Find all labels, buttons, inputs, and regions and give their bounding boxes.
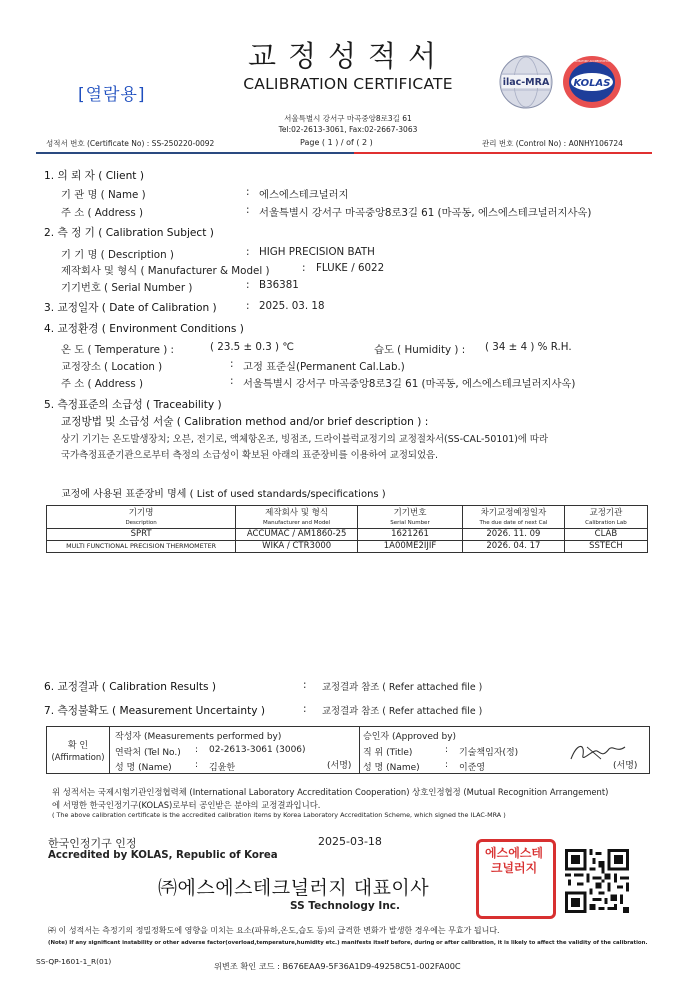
table-cell: CLAB — [564, 529, 647, 541]
section-environment-heading: 4. 교정환경 ( Environment Conditions ) — [44, 323, 244, 335]
approver-title-value: 기술책임자(정) — [459, 748, 519, 758]
header-tel-fax: Tel:02-2613-3061, Fax:02-2667-3063 — [278, 125, 418, 134]
qr-code-icon — [565, 849, 629, 913]
client-address-value: 서울특별시 강서구 마곡중앙8로3길 61 (마곡동, 에스에스테크널러지사옥) — [259, 207, 592, 219]
kolas-logo-icon — [562, 54, 622, 110]
accredited-en: Accredited by KOLAS, Republic of Korea — [48, 850, 278, 861]
traceability-text-line1: 상기 기기는 온도발생장치; 오븐, 전기로, 액체항온조, 빙점조, 드라이블럭교정기의 교정절차서(SS-CAL-50101)에 따라 — [61, 434, 549, 445]
performer-heading: 작성자 (Measurements performed by) — [115, 732, 282, 742]
ilac-mra-logo-icon — [498, 54, 554, 110]
humidity-value: ( 34 ± 4 ) % R.H. — [485, 341, 572, 353]
note-line2: 에 서명한 한국인정기구(KOLAS)로부터 공인받은 분야의 교정결과입니다. — [52, 800, 321, 810]
subject-serial-label: 기기번호 ( Serial Number ) — [61, 282, 193, 294]
kolas-logo-text: KOLAS — [573, 78, 611, 89]
disclaimer-en: (Note) If any significant instability or other adverse factor(overload,temperature,humidity etc.) manifests itself before, during or after calibration, it is likely to affect the validity of the calibration. — [48, 940, 648, 946]
form-number: SS-QP-1601-1_R(01) — [36, 957, 112, 966]
company-name-en: SS Technology Inc. — [290, 900, 401, 912]
note-line3: ( The above calibration certificate is the accredited calibration items by Korea Laboratory Accreditation Scheme, which signed the ILAC-MRA ) — [52, 811, 506, 819]
section-subject-heading: 2. 측 정 기 ( Calibration Subject ) — [44, 227, 214, 239]
performer-name-label: 성 명 (Name) — [115, 763, 172, 773]
note-line1: 위 성적서는 국제시험기관인정협력체 (International Laboratory Accreditation Cooperation) 상호인정협정 (Mutual Recognition Arrangement) — [52, 787, 609, 797]
section-results-heading: 6. 교정결과 ( Calibration Results ) — [44, 681, 217, 693]
forgery-check-code: 위변조 확인 코드 : B676EAA9-5F36A1D9-49258C51-002FA00C — [214, 961, 461, 971]
humidity-label: 습도 ( Humidity ) : — [374, 344, 466, 356]
ilac-logo-text: ilac-MRA — [502, 77, 550, 88]
table-cell: SPRT — [47, 529, 236, 541]
header-address: 서울특별시 강서구 마곡중앙8로3길 61 — [284, 114, 412, 123]
section-date-heading: 3. 교정일자 ( Date of Calibration ) — [44, 302, 217, 314]
col-header: 교정기관 Calibration Lab — [564, 506, 647, 529]
subject-description-value: HIGH PRECISION BATH — [259, 246, 375, 258]
table-cell: 2026. 11. 09 — [462, 529, 564, 541]
disclaimer-ko: ㈜ 이 성적서는 측정기의 정밀정확도에 영향을 미치는 요소(파뮤하,온도,습도 등)의 급격한 변화가 발생한 경우에는 무효가 됩니다. — [48, 926, 500, 935]
subject-description-label: 기 기 명 ( Description ) — [61, 249, 174, 261]
table-cell: 1A00ME2IJIF — [358, 541, 463, 553]
section-client-heading: 1. 의 뢰 자 ( Client ) — [44, 170, 144, 182]
standards-header-row — [47, 506, 648, 529]
client-address-label: 주 소 ( Address ) — [61, 207, 144, 219]
traceability-text-line2: 국가측정표준기관으로부터 측정의 소급성이 확보된 아래의 표준장비를 이용하여 교정되었음. — [61, 450, 439, 461]
location-label: 교정장소 ( Location ) — [61, 361, 163, 373]
location-value: 고정 표준실(Permanent Cal.Lab.) — [243, 361, 405, 373]
approver-title-label: 직 위 (Title) — [363, 748, 413, 758]
col-header: 제작회사 및 형식 Manufacturer and Model — [236, 506, 358, 529]
table-cell: SSTECH — [564, 541, 647, 553]
table-cell: 2026. 04. 17 — [462, 541, 564, 553]
calibration-date-value: 2025. 03. 18 — [259, 300, 325, 312]
affirmation-label-en: (Affirmation) — [51, 752, 105, 762]
approver-name-label: 성 명 (Name) — [363, 763, 420, 773]
client-name-value: 에스에스테크널러지 — [259, 189, 349, 201]
performer-name: 김윤한 — [209, 763, 236, 773]
accreditation-date: 2025-03-18 — [318, 835, 382, 848]
title-korean: 교정성적서 — [247, 39, 449, 73]
company-seal-icon — [476, 839, 556, 919]
results-value: 교정결과 참조 ( Refer attached file ) — [322, 682, 483, 693]
performer-tel-label: 연락처 (Tel No.) — [115, 748, 181, 758]
approver-signature-icon — [567, 739, 629, 765]
page-number: Page ( 1 ) / of ( 2 ) — [300, 138, 373, 147]
subject-manufacturer-value: FLUKE / 6022 — [316, 262, 385, 274]
temperature-label: 온 도 ( Temperature ) : — [61, 344, 174, 356]
certificate-number: 성적서 번호 (Certificate No) : SS-250220-0092 — [46, 139, 215, 148]
company-name-ko: ㈜에스에스테크널러지 대표이사 — [158, 877, 430, 899]
uncertainty-value: 교정결과 참조 ( Refer attached file ) — [322, 706, 483, 717]
seal-text: 에스에스테크널러지 — [485, 846, 543, 875]
subject-serial-value: B36381 — [259, 279, 299, 291]
standards-table — [46, 505, 648, 553]
performer-sign: (서명) — [327, 761, 352, 771]
kolas-logo-subtext: KOREA LABORATORY ACCREDITATION SCHEME — [562, 60, 622, 63]
affirmation-label-ko: 확 인 — [67, 741, 89, 751]
col-header: 기기명 Description — [47, 506, 236, 529]
location-address-value: 서울특별시 강서구 마곡중앙8로3길 61 (마곡동, 에스에스테크널러지사옥) — [243, 378, 576, 390]
affirmation-label-cell — [47, 727, 110, 773]
view-only-label: [열람용] — [78, 85, 146, 105]
section-traceability-heading: 5. 측정표준의 소급성 ( Traceability ) — [44, 399, 222, 411]
title-english: CALIBRATION CERTIFICATE — [243, 75, 453, 93]
client-name-label: 기 관 명 ( Name ) — [61, 189, 146, 201]
table-cell: ACCUMAC / AM1860-25 — [236, 529, 358, 541]
approver-name: 이준영 — [459, 763, 486, 773]
section-uncertainty-heading: 7. 측정불확도 ( Measurement Uncertainty ) — [44, 705, 265, 717]
location-address-label: 주 소 ( Address ) — [61, 378, 144, 390]
header-divider-red — [354, 152, 652, 154]
subject-manufacturer-label: 제작회사 및 형식 ( Manufacturer & Model ) — [61, 265, 270, 277]
approver-sign: (서명) — [613, 761, 638, 771]
method-heading: 교정방법 및 소급성 서술 ( Calibration method and/or brief description ) : — [61, 416, 429, 428]
header-divider-blue — [36, 152, 354, 154]
temperature-value: ( 23.5 ± 0.3 ) ℃ — [210, 341, 294, 353]
accredited-ko: 한국인정기구 인정 — [48, 837, 137, 850]
col-header: 기기번호 Serial Number — [358, 506, 463, 529]
affirmation-box: 확 인 (Affirmation) 작성자 (Measurements performed by) 연락처 (Tel No.) : 02-2613-3061 (3006) 성 명 (Name) : 김윤한 (서명) 승인자 (Approved by) 직 위 (Title) : 기술책임자(정) 성 명 (Name) : 이준영 (서명) — [46, 726, 650, 774]
approver-heading: 승인자 (Approved by) — [363, 732, 457, 742]
table-cell: WIKA / CTR3000 — [236, 541, 358, 553]
table-row — [47, 529, 648, 541]
standards-heading: 교정에 사용된 표준장비 명세 ( List of used standards/specifications ) — [61, 489, 386, 500]
control-number: 관리 번호 (Control No) : A0NHY106724 — [482, 139, 623, 148]
table-row — [47, 541, 648, 553]
table-cell: 1621261 — [358, 529, 463, 541]
col-header: 차기교정예정일자 The due date of next Cal — [462, 506, 564, 529]
performer-tel-value: 02-2613-3061 (3006) — [209, 745, 306, 755]
table-cell: MULTI FUNCTIONAL PRECISION THERMOMETER — [47, 541, 236, 553]
